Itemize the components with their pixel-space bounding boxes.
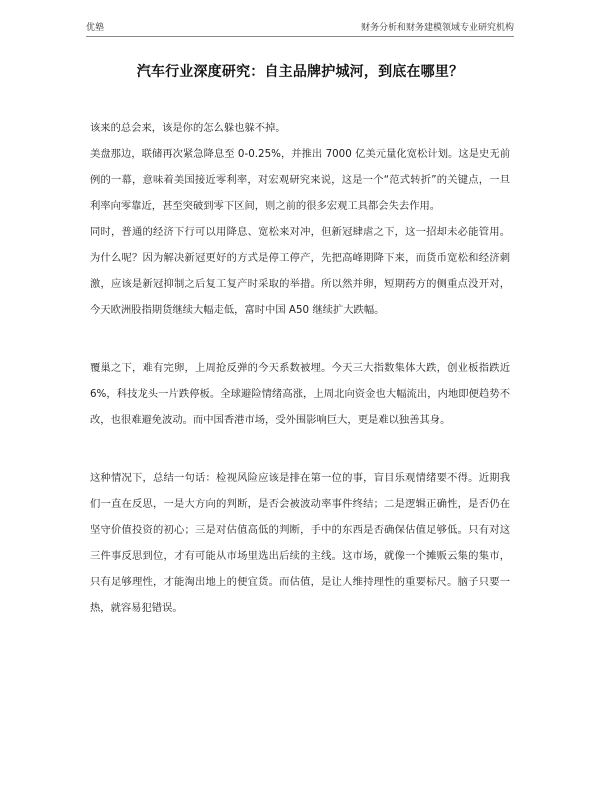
paragraph-fed-rate-cut: 美盘那边，联储再次紧急降息至 0-0.25%，并推出 7000 亿美元量化宽松计划。这是史无前例的一幕，意味着美国接近零利率，对宏观研究来说，这是一个“范式转折”的关键点，一旦利率向零靠近，甚至突破到零下区间，则之前的很多宏观工具都会失去作用。 <box>90 148 510 212</box>
page-header <box>86 18 514 37</box>
paragraph-spacer <box>90 433 510 465</box>
header-brand: 优塾 <box>86 23 105 33</box>
paragraph-economic-downturn: 同时，普通的经济下行可以用降息、宽松来对冲，但新冠肆虐之下，这一招却未必能管用。为什么呢？因为解决新冠更好的方式是停工停产，先把高峰期降下来，而货币宽松和经济刺激，应该是新冠抑制之后复工复产时采取的举措。所以然并卵，短期药方的侧重点没开对，今天欧洲股指期货继续大幅走低，富时中国 A50 继续扩大跌幅。 <box>90 226 510 316</box>
article-title: 汽车行业深度研究：自主品牌护城河，到底在哪里？ <box>136 64 464 80</box>
paragraph-market-drop: 覆巢之下，难有完卵，上周抢反弹的今天系数被埋。今天三大指数集体大跌，创业板指跌近 6%，科技龙头一片跌停板。全球避险情绪高涨，上周北向资金也大幅流出，内地即便趋势不改，也很难避免波动。而中国香港市场，受外围影响巨大，更是难以独善其身。 <box>90 362 510 426</box>
paragraph-risk-reflection: 这种情况下，总结一句话：检视风险应该是排在第一位的事，盲目乐观情绪要不得。近期我们一直在反思，一是大方向的判断，是否会被波动率事件终结；二是逻辑正确性，是否仍在坚守价值投资的初心；三是对估值高低的判断，手中的东西是否确保估值足够低。只有对这三件事反思到位，才有可能从市场里选出后续的主线。这市场，就像一个摊贩云集的集市，只有足够理性，才能淘出地上的便宜货。而估值，是让人维持理性的重要标尺。脑子只要一热，就容易犯错误。 <box>90 472 510 614</box>
paragraph-spacer <box>90 323 510 355</box>
article-body <box>90 115 510 621</box>
header-tagline: 财务分析和财务建模领域专业研究机构 <box>360 23 514 33</box>
paragraph-intro: 该来的总会来，该是你的怎么躲也躲不掉。 <box>90 122 286 134</box>
